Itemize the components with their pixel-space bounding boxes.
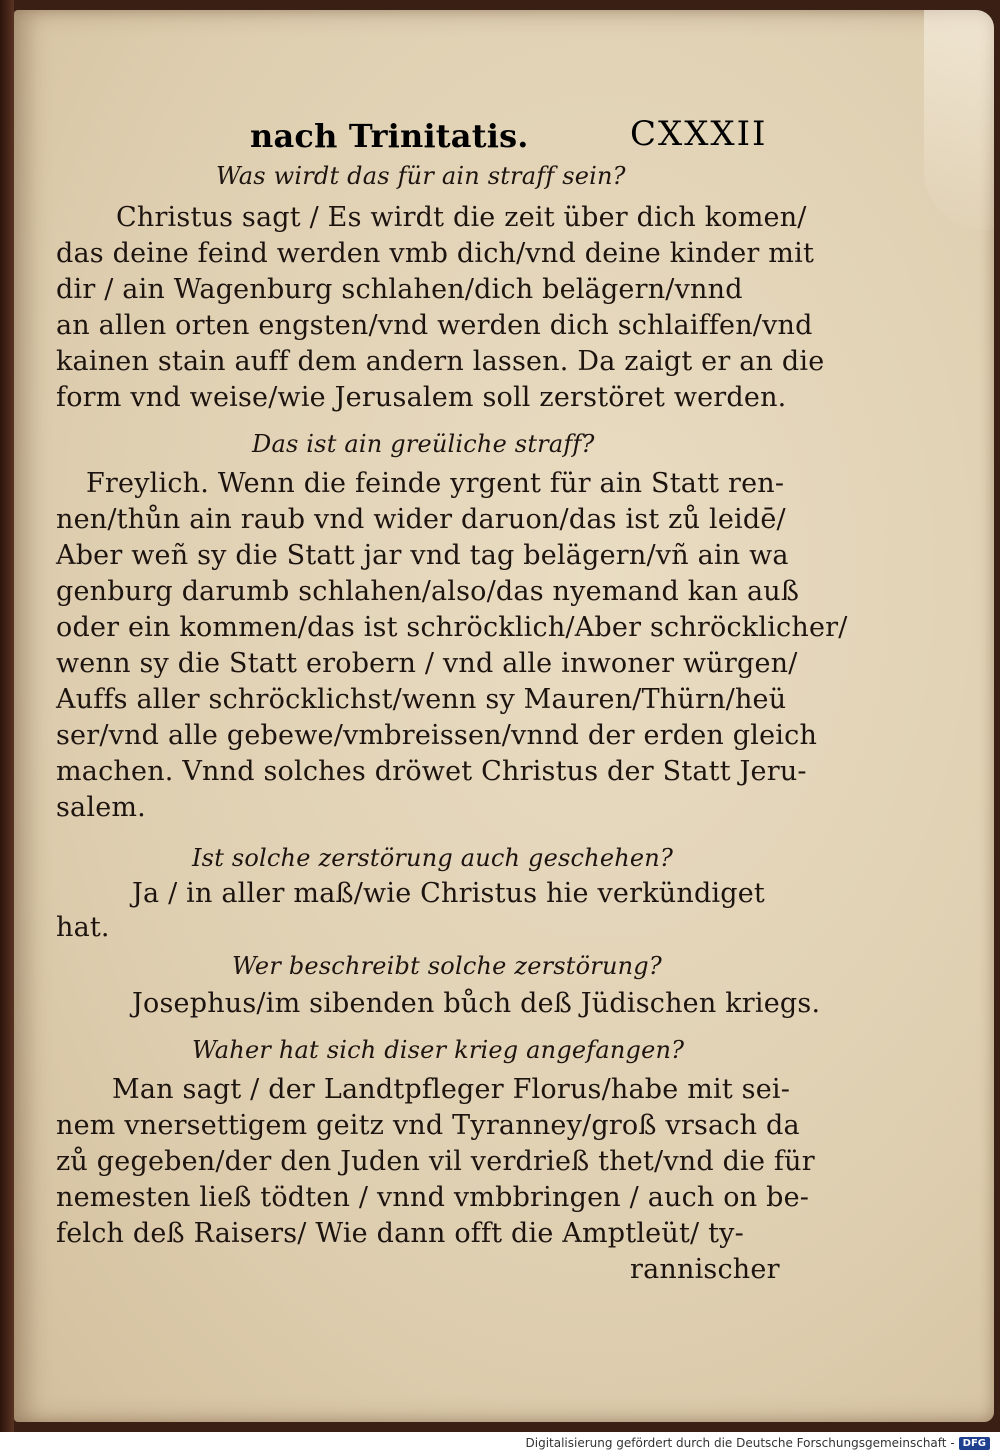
question-line: Waher hat sich diser krieg angefangen?	[192, 1036, 685, 1064]
question-line: Wer beschreibt solche zerstörung?	[232, 952, 662, 980]
question-line: Was wirdt das für ain straff sein?	[216, 162, 626, 190]
text-line: ser/vnd alle gebewe/vmbreissen/vnnd der erden gleich	[56, 720, 818, 751]
text-line: nen/thůn ain raub vnd wider daruon/das ist zů leidē/	[56, 504, 786, 535]
scanned-page	[14, 10, 994, 1422]
text-line: hat.	[56, 912, 110, 943]
text-line: Auffs aller schröcklichst/wenn sy Mauren/Thürn/heü	[56, 684, 787, 715]
credit-text: Digitalisierung gefördert durch die Deutsche Forschungsgemeinschaft -	[525, 1436, 955, 1450]
text-line: Ja / in aller maß/wie Christus hie verkündiget	[132, 878, 765, 909]
running-title: nach Trinitatis.	[250, 117, 529, 155]
text-line: das deine feind werden vmb dich/vnd deine kinder mit	[56, 238, 814, 269]
text-line: Freylich. Wenn die feinde yrgent für ain Statt ren-	[86, 468, 785, 499]
question-line: Ist solche zerstörung auch geschehen?	[192, 844, 674, 872]
folio-number: CXXXII	[630, 114, 768, 154]
text-line: an allen orten engsten/vnd werden dich schlaiffen/vnd	[56, 310, 813, 341]
text-line: genburg darumb schlahen/also/das nyemand kan auß	[56, 576, 800, 607]
text-line: felch deß Raisers/ Wie dann offt die Amptleüt/ ty-	[56, 1218, 744, 1249]
text-line: form vnd weise/wie Jerusalem soll zerstöret werden.	[56, 382, 787, 413]
dfg-logo: DFG	[959, 1437, 990, 1450]
text-line: Aber weñ sy die Statt jar vnd tag belägern/vñ ain wa	[56, 540, 789, 571]
text-line: nemesten ließ tödten / vnnd vmbbringen / auch on be-	[56, 1182, 810, 1213]
text-line: zů gegeben/der den Juden vil verdrieß thet/vnd die für	[56, 1146, 815, 1177]
question-line: Das ist ain greüliche straff?	[252, 430, 595, 458]
catchword: rannischer	[630, 1254, 780, 1285]
text-line: Christus sagt / Es wirdt die zeit über dich komen/	[116, 202, 807, 233]
page-corner	[924, 10, 994, 230]
text-line: salem.	[56, 792, 146, 823]
text-line: wenn sy die Statt erobern / vnd alle inwoner würgen/	[56, 648, 798, 679]
book-spine-edge	[0, 0, 14, 1432]
digitization-credit	[526, 1432, 991, 1454]
text-line: machen. Vnnd solches dröwet Christus der Statt Jeru-	[56, 756, 807, 787]
text-line: Man sagt / der Landtpfleger Florus/habe mit sei-	[112, 1074, 791, 1105]
text-line: nem vnersettigem geitz vnd Tyranney/groß vrsach da	[56, 1110, 800, 1141]
text-line: Josephus/im sibenden bůch deß Jüdischen kriegs.	[132, 988, 821, 1019]
text-line: kainen stain auff dem andern lassen. Da zaigt er an die	[56, 346, 825, 377]
text-line: dir / ain Wagenburg schlahen/dich belägern/vnnd	[56, 274, 743, 305]
text-line: oder ein kommen/das ist schröcklich/Aber schröcklicher/	[56, 612, 848, 643]
